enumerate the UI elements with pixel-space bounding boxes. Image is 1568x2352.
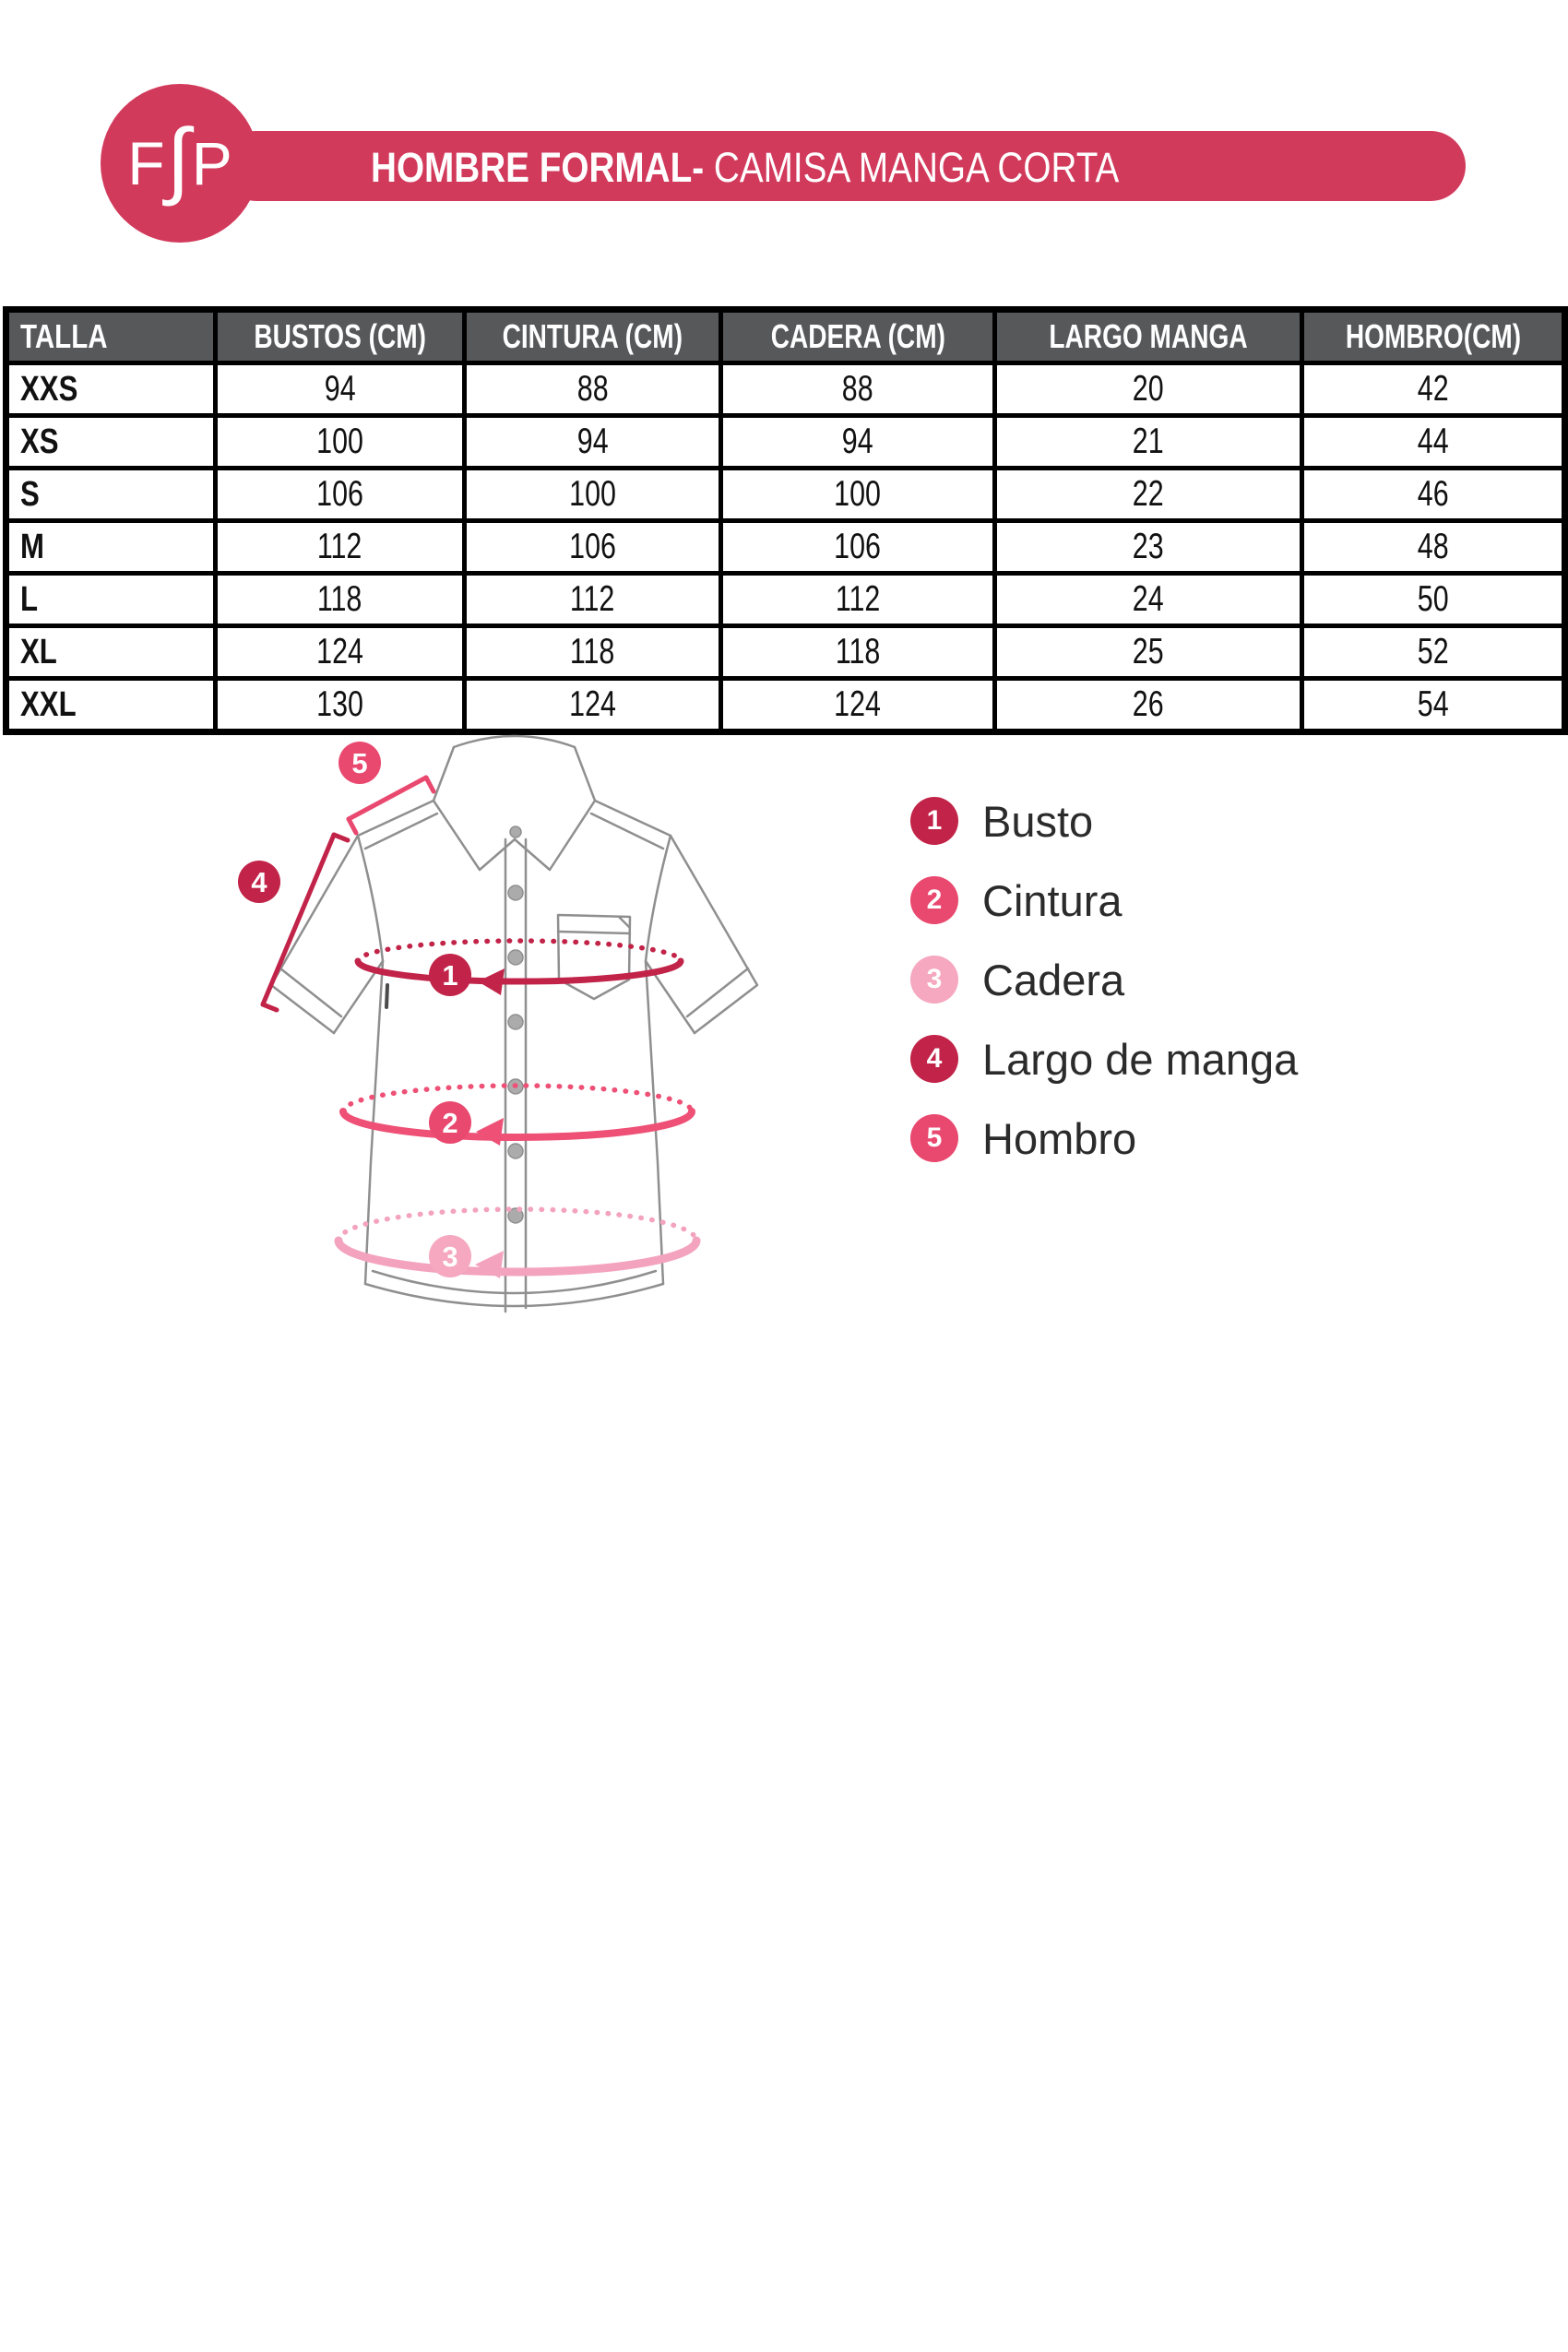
diagram-badge-1 — [429, 954, 471, 996]
hip-solid-arc — [339, 1241, 696, 1272]
table-row: XXS 94 88 88 20 42 — [6, 363, 1565, 416]
title-light: CAMISA MANGA CORTA — [704, 144, 1120, 191]
legend-badge-2: 2 — [910, 876, 958, 924]
svg-text:1: 1 — [442, 959, 458, 992]
table-row: M 112 106 106 23 48 — [6, 521, 1565, 574]
size-chart-table — [3, 306, 1568, 735]
right-cuff-band — [687, 968, 748, 1016]
col-header-cadera: CADERA (CM) — [721, 310, 995, 363]
left-yoke-seam — [365, 814, 437, 849]
legend-badge-5: 5 — [910, 1114, 958, 1162]
legend-label-hombro: Hombro — [982, 1113, 1137, 1163]
button — [508, 950, 523, 965]
legend-badge-4: 4 — [910, 1035, 958, 1083]
table-row: XXL 130 124 124 26 54 — [6, 679, 1565, 732]
right-yoke-seam — [591, 814, 663, 849]
button — [510, 826, 521, 837]
table-row: L 118 112 112 24 50 — [6, 574, 1565, 626]
button — [508, 1144, 523, 1158]
brand-logo-text — [127, 113, 232, 207]
table-row: XS 100 94 94 21 44 — [6, 416, 1565, 469]
shoulder-bracket — [349, 778, 434, 833]
waist-arrowhead — [476, 1118, 504, 1146]
waist-measure-ellipse — [343, 1086, 692, 1146]
diagram-badge-3 — [429, 1235, 471, 1277]
legend-label-cintura: Cintura — [982, 875, 1123, 925]
table-header-row — [6, 310, 1565, 363]
legend-badge-3: 3 — [910, 956, 958, 1004]
left-sleeve — [271, 801, 434, 1033]
legend-item-busto — [910, 795, 1298, 847]
sleeve-bracket — [263, 835, 348, 1010]
bust-measure-ellipse — [358, 941, 681, 995]
legend-item-hombro — [910, 1112, 1298, 1164]
pocket-corner-fold — [619, 917, 629, 927]
title-banner — [221, 131, 1466, 201]
left-armhole-seam — [358, 836, 383, 961]
right-armhole-seam — [646, 836, 671, 961]
bust-arrowhead — [478, 968, 505, 995]
legend-label-largo-de-manga: Largo de manga — [982, 1034, 1299, 1084]
diagram-badge-5 — [339, 742, 381, 784]
logo-letter-f: F — [127, 129, 165, 197]
col-header-cintura: CINTURA (CM) — [465, 310, 721, 363]
buttons — [508, 826, 523, 1223]
left-cuff-band — [280, 968, 341, 1016]
collar-top — [454, 736, 575, 747]
collar-left-flap — [434, 801, 515, 870]
measurement-legend — [910, 795, 1298, 1192]
brand-logo — [101, 84, 259, 243]
collar-left-edge — [434, 747, 454, 801]
chest-pocket — [558, 915, 630, 999]
logo-letter-p: P — [191, 129, 232, 197]
table-row: S 106 100 100 22 46 — [6, 469, 1565, 521]
shirt-measurement-diagram — [212, 719, 839, 1347]
svg-text:5: 5 — [351, 747, 368, 779]
svg-text:3: 3 — [442, 1241, 458, 1273]
legend-label-cadera: Cadera — [982, 955, 1125, 1004]
col-header-talla: TALLA — [6, 310, 216, 363]
button — [508, 885, 523, 900]
col-header-hombro: HOMBRO(CM) — [1302, 310, 1565, 363]
legend-item-largo-de-manga — [910, 1033, 1298, 1085]
collar-right-edge — [575, 747, 595, 801]
diagram-badge-4 — [238, 861, 280, 903]
legend-item-cintura — [910, 874, 1298, 926]
legend-label-busto: Busto — [982, 796, 1094, 846]
pocket-flap-line — [558, 932, 630, 933]
svg-text:4: 4 — [251, 866, 267, 898]
legend-badge-1: 1 — [910, 797, 958, 845]
button — [508, 1015, 523, 1029]
side-seam-mark — [386, 985, 387, 1007]
logo-s-glyph: ∫ — [166, 113, 190, 207]
waist-solid-arc — [343, 1111, 692, 1137]
legend-item-cadera — [910, 954, 1298, 1005]
table-row: XL 124 118 118 25 52 — [6, 626, 1565, 679]
hem — [365, 1284, 663, 1306]
title-bold: HOMBRE FORMAL- — [371, 144, 705, 191]
diagram-badge-2 — [429, 1101, 471, 1144]
col-header-largo-manga: LARGO MANGA — [995, 310, 1302, 363]
svg-text:2: 2 — [442, 1107, 458, 1139]
page-title — [371, 131, 1241, 201]
col-header-bustos: BUSTOS (CM) — [216, 310, 465, 363]
